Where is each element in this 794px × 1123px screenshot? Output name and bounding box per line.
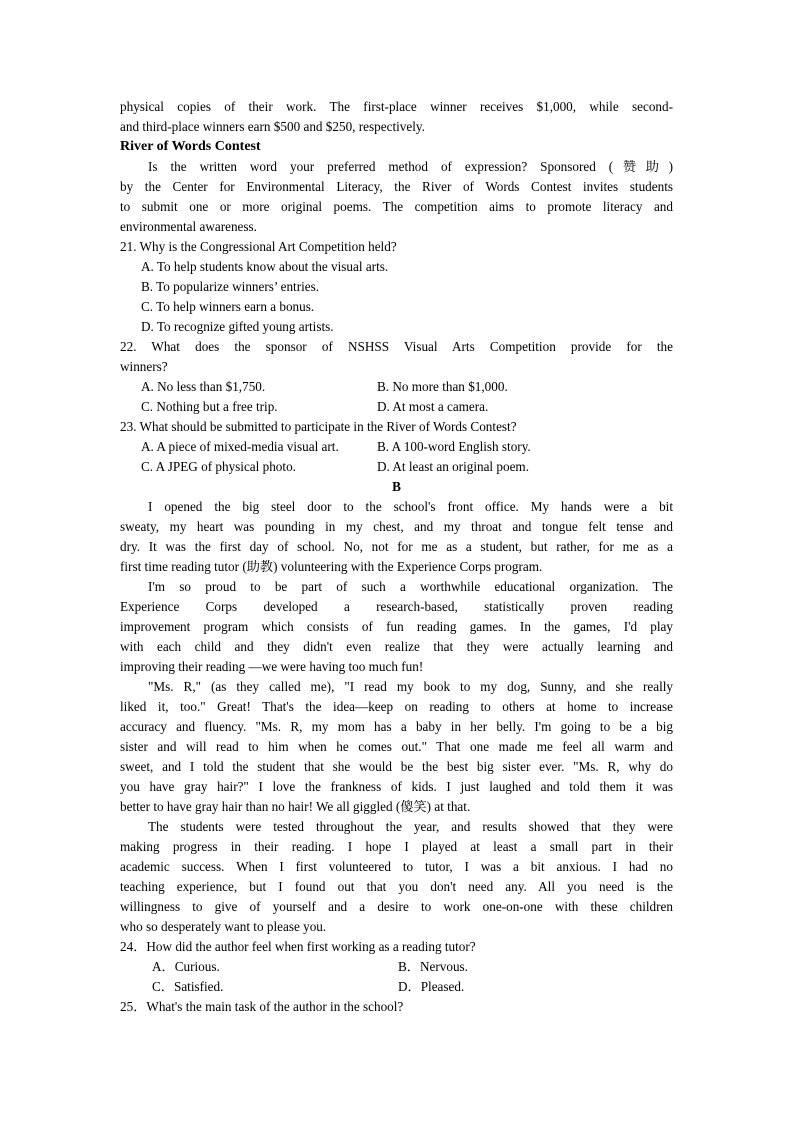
paragraph-line: with each child and they didn't even realize that they were actually learning and	[120, 639, 673, 654]
option: B. A 100-word English story.	[377, 439, 531, 454]
paragraph-line: willingness to give of yourself and a desire to work one-on-one with these children	[120, 899, 673, 914]
option: A. To help students know about the visual arts.	[141, 259, 389, 274]
option: A．Curious.	[152, 959, 220, 974]
option-row	[120, 397, 673, 417]
paragraph-line: improvement program which consists of fun reading games. In the games, I'd play	[120, 619, 673, 634]
question-22-continued: winners?	[120, 359, 168, 374]
option: A. No less than $1,750.	[141, 379, 266, 394]
paragraph-line: to submit one or more original poems. The competition aims to promote literacy and	[120, 199, 673, 214]
option: B．Nervous.	[398, 959, 468, 974]
paragraph-line: liked it, too." Great! That's the idea—keep on reading to others at home to increase	[120, 699, 673, 714]
paragraph-line: environmental awareness.	[120, 219, 257, 234]
paragraph-line: academic success. When I first volunteered to tutor, I was a bit anxious. I had no	[120, 859, 673, 874]
option: D．Pleased.	[398, 979, 465, 994]
exam-page	[120, 97, 673, 1017]
option: D. To recognize gifted young artists.	[141, 319, 334, 334]
option: C. Nothing but a free trip.	[141, 399, 278, 414]
section-heading: River of Words Contest	[120, 139, 261, 154]
intro-line: and third-place winners earn $500 and $250, respectively.	[120, 119, 425, 134]
option: D. At most a camera.	[377, 399, 489, 414]
paragraph-line: I opened the big steel door to the school's front office. My hands were a bit	[148, 499, 673, 514]
paragraph-line: sweaty, my heart was pounding in my chest, and my throat and tongue felt tense and	[120, 519, 673, 534]
option: B. No more than $1,000.	[377, 379, 508, 394]
option-row	[120, 977, 673, 997]
question-23: 23. What should be submitted to participate in the River of Words Contest?	[120, 419, 517, 434]
paragraph-line: The students were tested throughout the year, and results showed that they were	[148, 819, 673, 834]
option: C．Satisfied.	[152, 979, 224, 994]
option-row	[120, 957, 673, 977]
paragraph-line: better to have gray hair than no hair! We all giggled (傻笑) at that.	[120, 799, 471, 814]
section-b-heading: B	[392, 479, 401, 494]
option: D. At least an original poem.	[377, 459, 529, 474]
paragraph-line: accuracy and fluency. "Ms. R, my mom has a baby in her belly. I'm going to be a big	[120, 719, 673, 734]
paragraph-line: Is the written word your preferred method of expression? Sponsored (赞助)	[148, 159, 673, 174]
paragraph-line: you have gray hair?" I love the frankness of kids. I just laughed and told them it was	[120, 779, 673, 794]
intro-line: physical copies of their work. The first-place winner receives $1,000, while second-	[120, 99, 673, 114]
option-row	[120, 437, 673, 457]
question-24: 24．How did the author feel when first working as a reading tutor?	[120, 939, 476, 954]
question-25: 25．What's the main task of the author in the school?	[120, 999, 404, 1014]
paragraph-line: sister and will read to him when he comes out." That one made me feel all warm and	[120, 739, 673, 754]
paragraph-line: Experience Corps developed a research-based, statistically proven reading	[120, 599, 673, 614]
paragraph-line: I'm so proud to be part of such a worthwhile educational organization. The	[148, 579, 673, 594]
paragraph-line: dry. It was the first day of school. No, not for me as a student, but rather, for me as a	[120, 539, 673, 554]
option: A. A piece of mixed-media visual art.	[141, 439, 339, 454]
paragraph-line: by the Center for Environmental Literacy, the River of Words Contest invites students	[120, 179, 673, 194]
option: C. To help winners earn a bonus.	[141, 299, 315, 314]
option-row	[120, 457, 673, 477]
paragraph-line: improving their reading —we were having too much fun!	[120, 659, 424, 674]
paragraph-line: first time reading tutor (助教) volunteering with the Experience Corps program.	[120, 559, 543, 574]
paragraph-line: sweet, and I told the student that she would be the best big sister ever. "Ms. R, why do	[120, 759, 673, 774]
paragraph-line: who so desperately want to please you.	[120, 919, 327, 934]
option: B. To popularize winners’ entries.	[141, 279, 320, 294]
question-22: 22. What does the sponsor of NSHSS Visual Arts Competition provide for the	[120, 339, 673, 354]
paragraph-line: teaching experience, but I found out that you don't need any. All you need is the	[120, 879, 673, 894]
option-row	[120, 377, 673, 397]
question-21: 21. Why is the Congressional Art Competition held?	[120, 239, 397, 254]
paragraph-line: making progress in their reading. I hope I played at least a small part in their	[120, 839, 673, 854]
option: C. A JPEG of physical photo.	[141, 459, 296, 474]
paragraph-line: "Ms. R," (as they called me), "I read my book to my dog, Sunny, and she really	[148, 679, 673, 694]
